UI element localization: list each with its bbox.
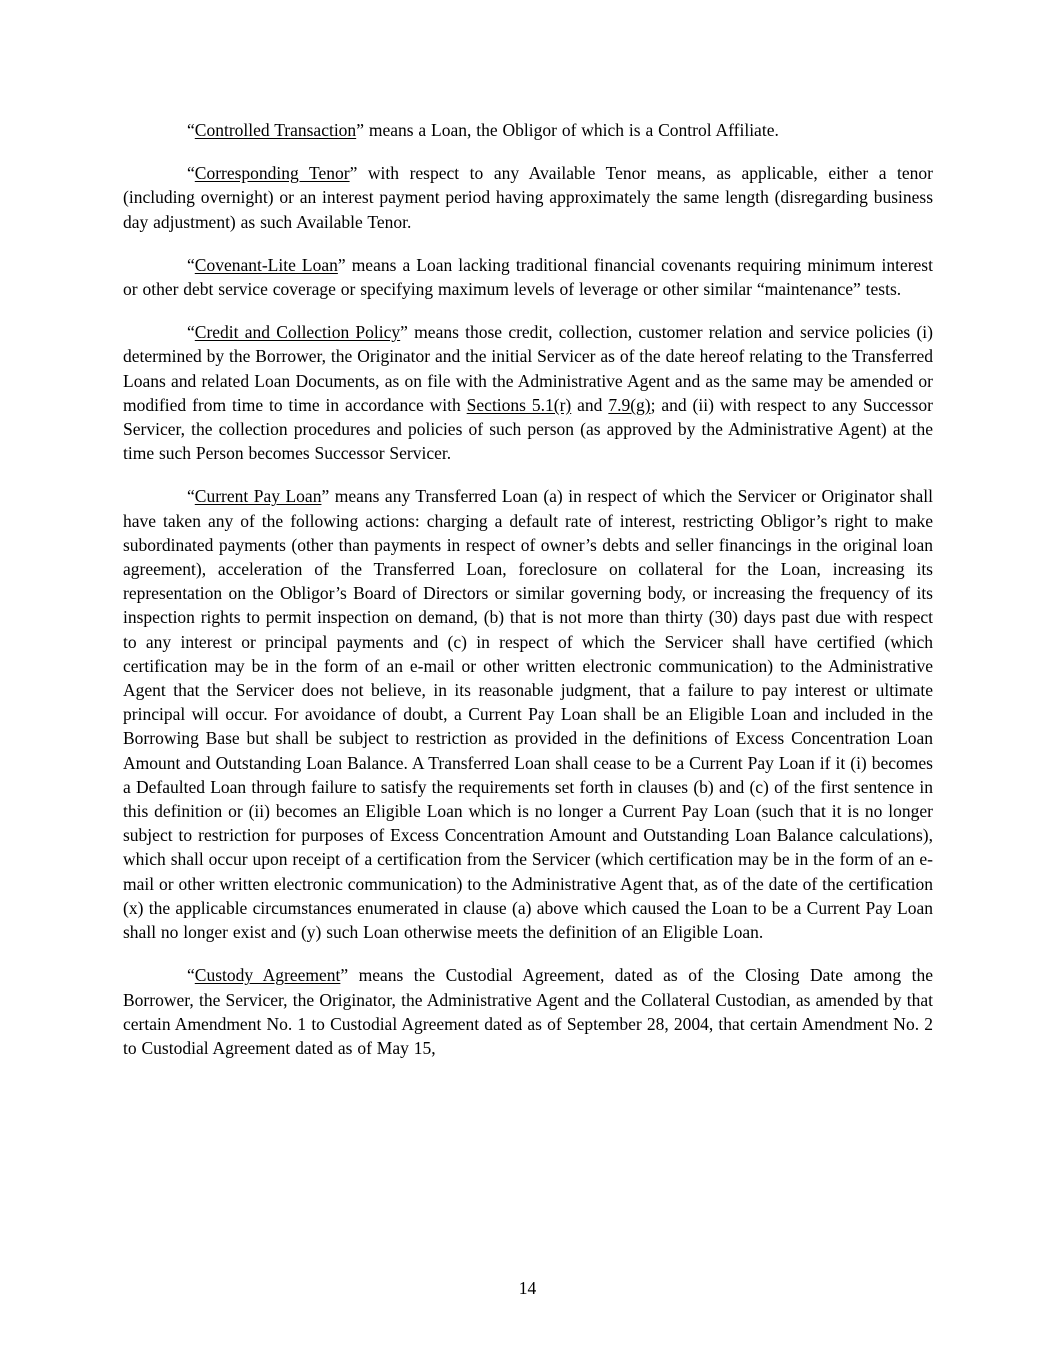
paragraph	[123, 161, 933, 234]
paragraph-text: ; and (ii) with respect to any Successor Servicer, the collection procedures and policies of such person (as approved by the Administrative Agent) at the time such Person becomes Successor Servicer.	[123, 394, 933, 464]
defined-term: Covenant-Lite Loan	[194, 254, 338, 275]
paragraph-text: “	[187, 254, 195, 275]
paragraph	[123, 320, 933, 465]
paragraph	[123, 484, 933, 944]
defined-term: Custody Agreement	[194, 965, 341, 986]
defined-term: Credit and Collection Policy	[194, 322, 401, 343]
defined-term: Current Pay Loan	[194, 486, 322, 507]
paragraph-text: ” means a Loan lacking traditional financial covenants requiring minimum interest or other debt service coverage or specifying maximum levels of leverage or other similar “maintenance” tests.	[123, 254, 933, 300]
paragraph-text: ” with respect to any Available Tenor means, as applicable, either a tenor (including overnight) or an interest payment period having approximately the same length (disregarding business day adjustment) as such Available Tenor.	[123, 163, 933, 232]
paragraph-text: “	[187, 486, 195, 507]
document-body	[123, 118, 933, 1079]
paragraph-text: ” means those credit, collection, customer relation and service policies (i) determined by the Borrower, the Originator and the initial Servicer as of the date hereof relating to the Transferred Loans and related Loan Documents, as on file with the Administrative Agent and as the same may be amended or modified from time to time in accordance with	[123, 322, 933, 415]
paragraph-text: and	[571, 394, 609, 415]
paragraph	[123, 963, 933, 1060]
paragraph-text: ” means any Transferred Loan (a) in respect of which the Servicer or Originator shall have taken any of the following actions: charging a default rate of interest, restricting Obligor’s right to make subordinated payments (other than payments in respect of owner’s debts and seller financings in the original loan agreement), acceleration of the Transferred Loan, foreclosure on collateral for the Loan, increasing its representation on the Obligor’s Board of Directors or similar governing body, or increasing the frequency of its inspection rights to permit inspection on demand, (b) that is not more than thirty (30) days past due with respect to any interest or principal payments and (c) in respect of which the Servicer shall have certified (which certification may be in the form of an e-mail or other written electronic communication) to the Administrative Agent that the Servicer does not believe, in its reasonable judgment, that a failure to pay interest or ultimate principal will occur. For avoidance of doubt, a Current Pay Loan shall be an Eligible Loan and included in the Borrowing Base but shall be subject to restriction as provided in the definitions of Excess Concentration Loan Amount and Outstanding Loan Balance. A Transferred Loan shall cease to be a Current Pay Loan if it (i) becomes a Defaulted Loan through failure to satisfy the requirements set forth in clauses (b) and (c) of the first sentence in this definition or (ii) becomes an Eligible Loan which is no longer a Current Pay Loan (such that it is no longer subject to restriction for purposes of Excess Concentration Amount and Outstanding Loan Balance calculations), which shall occur upon receipt of a certification from the Servicer (which certification may be in the form of an e-mail or other written electronic communication) to the Administrative Agent that, as of the date of the certification (x) the applicable circumstances enumerated in clause (a) above which caused the Loan to be a Current Pay Loan shall no longer exist and (y) such Loan otherwise meets the definition of an Eligible Loan.	[123, 486, 933, 943]
defined-term: Corresponding Tenor	[194, 163, 350, 184]
paragraph	[123, 253, 933, 301]
paragraph-text: ” means the Custodial Agreement, dated as of the Closing Date among the Borrower, the Servicer, the Originator, the Administrative Agent and the Collateral Custodian, as amended by that certain Amendment No. 1 to Custodial Agreement dated as of September 28, 2004, that certain Amendment No. 2 to Custodial Agreement dated as of May 15,	[123, 965, 933, 1058]
paragraph-text: “	[187, 322, 195, 343]
paragraph-text: “	[187, 965, 195, 986]
defined-term: Sections 5.1(r)	[466, 394, 572, 415]
defined-term: Controlled Transaction	[194, 120, 357, 140]
paragraph	[123, 118, 933, 142]
paragraph-text: “	[187, 163, 195, 184]
paragraph-text: “	[187, 120, 195, 140]
defined-term: 7.9(g)	[608, 394, 651, 415]
paragraph-text: ” means a Loan, the Obligor of which is a Control Affiliate.	[356, 120, 779, 140]
page-number: 14	[518, 1278, 537, 1298]
